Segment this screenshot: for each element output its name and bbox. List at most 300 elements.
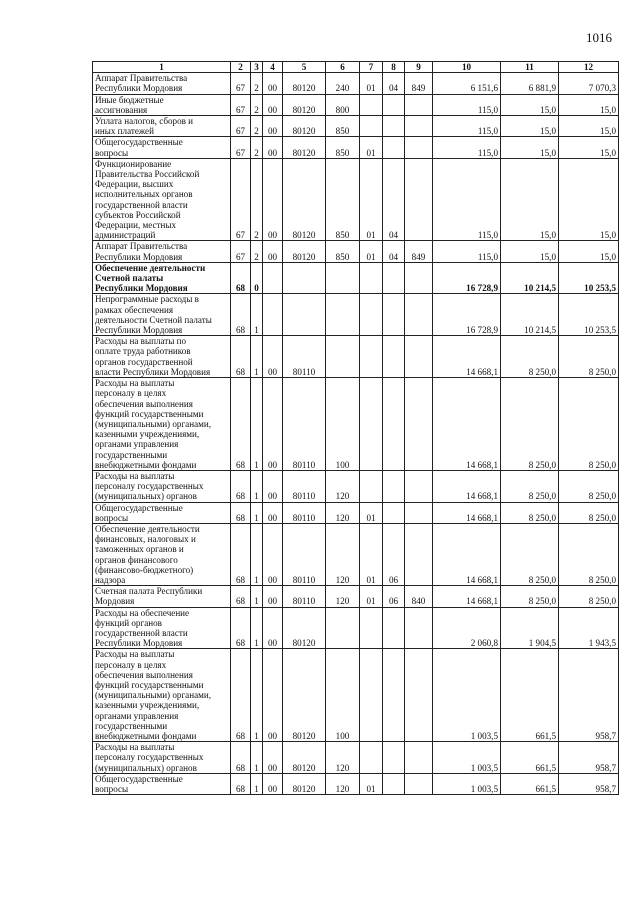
code-3-cell: 1 <box>251 378 263 471</box>
code-3-cell: 0 <box>251 262 263 294</box>
section-cell: 01 <box>360 586 383 607</box>
table-header-row <box>93 62 619 73</box>
row-name-line: Расходы на выплаты <box>95 649 175 660</box>
amount-2026-cell: 8 250,0 <box>559 378 619 471</box>
row-name-line: Расходы на выплаты <box>95 742 175 753</box>
code-4-cell: 00 <box>263 94 283 115</box>
header-cell: 12 <box>559 62 619 73</box>
expense-type-cell <box>326 262 360 294</box>
section-cell: 01 <box>360 137 383 158</box>
subsection-cell <box>383 294 405 336</box>
row-name-line: Общегосударственные <box>95 137 183 148</box>
ministry-cell <box>405 94 433 115</box>
code-2-cell: 68 <box>231 378 251 471</box>
code-2-cell: 68 <box>231 262 251 294</box>
amount-2026-cell: 15,0 <box>559 158 619 241</box>
row-name-line: персоналу в целях <box>95 659 167 670</box>
target-article-cell: 80120 <box>283 116 326 137</box>
row-name-cell <box>93 470 231 502</box>
row-name-line: Мордовия <box>95 596 135 607</box>
row-name-line: ассигнования <box>95 104 148 115</box>
target-article-cell: 80110 <box>283 336 326 378</box>
ministry-cell <box>405 523 433 585</box>
row-name-line: Республики Мордовия <box>95 83 183 94</box>
row-name-line: (муниципальными) органами, <box>95 418 212 429</box>
section-cell <box>360 336 383 378</box>
row-name-cell <box>93 742 231 774</box>
code-4-cell: 00 <box>263 336 283 378</box>
section-cell <box>360 742 383 774</box>
expense-type-cell: 120 <box>326 586 360 607</box>
subsection-cell <box>383 773 405 794</box>
ministry-cell: 849 <box>405 241 433 262</box>
amount-2025-cell: 10 214,5 <box>501 262 559 294</box>
row-name-cell <box>93 241 231 262</box>
amount-2025-cell: 15,0 <box>501 241 559 262</box>
subsection-cell <box>383 116 405 137</box>
subsection-cell: 06 <box>383 586 405 607</box>
section-cell <box>360 378 383 471</box>
code-3-cell: 1 <box>251 336 263 378</box>
ministry-cell <box>405 470 433 502</box>
code-2-cell: 68 <box>231 607 251 649</box>
row-name-line: администраций <box>95 230 156 241</box>
amount-2024-cell: 1 003,5 <box>433 649 501 742</box>
code-4-cell <box>263 294 283 336</box>
amount-2026-cell: 8 250,0 <box>559 336 619 378</box>
table-row <box>93 742 619 774</box>
header-cell: 5 <box>283 62 326 73</box>
ministry-cell <box>405 502 433 523</box>
section-cell: 01 <box>360 241 383 262</box>
amount-2025-cell: 10 214,5 <box>501 294 559 336</box>
target-article-cell: 80110 <box>283 586 326 607</box>
amount-2025-cell: 8 250,0 <box>501 502 559 523</box>
code-3-cell: 2 <box>251 158 263 241</box>
table-body <box>93 62 619 795</box>
amount-2024-cell: 2 060,8 <box>433 607 501 649</box>
amount-2025-cell: 15,0 <box>501 116 559 137</box>
code-4-cell: 00 <box>263 586 283 607</box>
code-2-cell: 67 <box>231 158 251 241</box>
code-2-cell: 67 <box>231 94 251 115</box>
code-2-cell: 68 <box>231 649 251 742</box>
budget-table <box>92 61 619 795</box>
subsection-cell: 06 <box>383 523 405 585</box>
expense-type-cell: 120 <box>326 523 360 585</box>
table-row <box>93 158 619 241</box>
row-name-line: Общегосударственные <box>95 502 183 513</box>
row-name-line: Иные бюджетные <box>95 94 164 105</box>
subsection-cell: 04 <box>383 73 405 94</box>
amount-2025-cell: 15,0 <box>501 94 559 115</box>
expense-type-cell: 240 <box>326 73 360 94</box>
code-3-cell: 1 <box>251 294 263 336</box>
amount-2026-cell: 15,0 <box>559 116 619 137</box>
table-row <box>93 586 619 607</box>
ministry-cell <box>405 116 433 137</box>
header-cell: 7 <box>360 62 383 73</box>
row-name-line: надзора <box>95 574 126 585</box>
section-cell: 01 <box>360 158 383 241</box>
amount-2025-cell: 15,0 <box>501 158 559 241</box>
table-row <box>93 649 619 742</box>
row-name-line: Правительства Российской <box>95 169 200 180</box>
row-name-line: государственными <box>95 449 168 460</box>
target-article-cell: 80120 <box>283 241 326 262</box>
expense-type-cell: 850 <box>326 241 360 262</box>
code-4-cell: 00 <box>263 158 283 241</box>
target-article-cell <box>283 294 326 336</box>
amount-2024-cell: 14 668,1 <box>433 336 501 378</box>
row-name-cell <box>93 262 231 294</box>
amount-2024-cell: 16 728,9 <box>433 262 501 294</box>
expense-type-cell <box>326 294 360 336</box>
row-name-line: таможенных органов и <box>95 544 184 555</box>
row-name-line: Республики Мордовия <box>95 325 183 336</box>
ministry-cell <box>405 137 433 158</box>
code-2-cell: 68 <box>231 773 251 794</box>
code-4-cell: 00 <box>263 470 283 502</box>
ministry-cell <box>405 773 433 794</box>
amount-2025-cell: 1 904,5 <box>501 607 559 649</box>
row-name-line: казенными учреждениями, <box>95 429 200 440</box>
row-name-line: (муниципальных) органов <box>95 491 197 502</box>
subsection-cell <box>383 336 405 378</box>
code-3-cell: 1 <box>251 502 263 523</box>
row-name-line: (финансово-бюджетного) <box>95 564 194 575</box>
row-name-line: Республики Мордовия <box>95 251 183 262</box>
amount-2025-cell: 661,5 <box>501 773 559 794</box>
code-2-cell: 67 <box>231 137 251 158</box>
amount-2026-cell: 8 250,0 <box>559 502 619 523</box>
code-3-cell: 1 <box>251 586 263 607</box>
row-name-line: вопросы <box>95 512 129 523</box>
row-name-line: органов государственной <box>95 356 193 367</box>
expense-type-cell: 120 <box>326 773 360 794</box>
row-name-line: Счетная палата Республики <box>95 586 203 597</box>
row-name-line: Аппарат Правительства <box>95 241 188 252</box>
amount-2025-cell: 8 250,0 <box>501 586 559 607</box>
code-3-cell: 1 <box>251 523 263 585</box>
row-name-line: функций государственными <box>95 408 204 419</box>
code-4-cell: 00 <box>263 73 283 94</box>
target-article-cell: 80120 <box>283 137 326 158</box>
row-name-line: Аппарат Правительства <box>95 73 188 84</box>
expense-type-cell <box>326 607 360 649</box>
expense-type-cell: 100 <box>326 378 360 471</box>
amount-2024-cell: 14 668,1 <box>433 523 501 585</box>
target-article-cell: 80120 <box>283 73 326 94</box>
subsection-cell <box>383 607 405 649</box>
target-article-cell <box>283 262 326 294</box>
ministry-cell <box>405 158 433 241</box>
table-row <box>93 502 619 523</box>
row-name-line: деятельности Счетной палаты <box>95 314 212 325</box>
amount-2024-cell: 115,0 <box>433 94 501 115</box>
section-cell <box>360 649 383 742</box>
code-3-cell: 1 <box>251 649 263 742</box>
row-name-line: функций органов <box>95 617 162 628</box>
row-name-line: Уплата налогов, сборов и <box>95 116 194 127</box>
row-name-cell <box>93 586 231 607</box>
expense-type-cell: 120 <box>326 470 360 502</box>
table-row <box>93 607 619 649</box>
table-row <box>93 262 619 294</box>
ministry-cell: 849 <box>405 73 433 94</box>
row-name-cell <box>93 294 231 336</box>
row-name-cell <box>93 523 231 585</box>
ministry-cell <box>405 294 433 336</box>
code-3-cell: 1 <box>251 470 263 502</box>
header-cell: 9 <box>405 62 433 73</box>
section-cell <box>360 607 383 649</box>
code-4-cell: 00 <box>263 502 283 523</box>
ministry-cell <box>405 742 433 774</box>
row-name-cell <box>93 116 231 137</box>
row-name-line: внебюджетными фондами <box>95 459 197 470</box>
row-name-line: государственной власти <box>95 199 188 210</box>
row-name-line: Расходы на выплаты <box>95 378 175 389</box>
subsection-cell <box>383 742 405 774</box>
code-4-cell: 00 <box>263 378 283 471</box>
table-row <box>93 523 619 585</box>
row-name-line: персоналу государственных <box>95 752 204 763</box>
table-row <box>93 73 619 94</box>
amount-2025-cell: 661,5 <box>501 742 559 774</box>
code-3-cell: 1 <box>251 607 263 649</box>
header-cell: 4 <box>263 62 283 73</box>
row-name-line: финансовых, налоговых и <box>95 534 196 545</box>
amount-2025-cell: 15,0 <box>501 137 559 158</box>
section-cell: 01 <box>360 523 383 585</box>
amount-2026-cell: 10 253,5 <box>559 262 619 294</box>
row-name-line: Республики Мордовия <box>95 638 183 649</box>
subsection-cell: 04 <box>383 241 405 262</box>
code-2-cell: 68 <box>231 470 251 502</box>
ministry-cell <box>405 607 433 649</box>
row-name-line: (муниципальных) органов <box>95 762 197 773</box>
row-name-cell <box>93 158 231 241</box>
expense-type-cell: 800 <box>326 94 360 115</box>
amount-2024-cell: 115,0 <box>433 241 501 262</box>
row-name-line: персоналу в целях <box>95 388 167 399</box>
row-name-line: обеспечения выполнения <box>95 398 193 409</box>
section-cell <box>360 262 383 294</box>
expense-type-cell: 120 <box>326 502 360 523</box>
expense-type-cell <box>326 336 360 378</box>
code-3-cell: 2 <box>251 137 263 158</box>
amount-2025-cell: 6 881,9 <box>501 73 559 94</box>
section-cell <box>360 116 383 137</box>
target-article-cell: 80120 <box>283 773 326 794</box>
amount-2024-cell: 14 668,1 <box>433 378 501 471</box>
amount-2024-cell: 115,0 <box>433 116 501 137</box>
row-name-line: органами управления <box>95 710 179 721</box>
code-4-cell: 00 <box>263 607 283 649</box>
code-2-cell: 67 <box>231 73 251 94</box>
code-2-cell: 68 <box>231 336 251 378</box>
code-4-cell <box>263 262 283 294</box>
table-row <box>93 294 619 336</box>
row-name-line: власти Республики Мордовия <box>95 366 211 377</box>
row-name-cell <box>93 73 231 94</box>
code-3-cell: 2 <box>251 116 263 137</box>
amount-2026-cell: 8 250,0 <box>559 586 619 607</box>
amount-2025-cell: 661,5 <box>501 649 559 742</box>
row-name-line: функций государственными <box>95 679 204 690</box>
row-name-line: Счетной палаты <box>95 273 164 284</box>
expense-type-cell: 100 <box>326 649 360 742</box>
table-row <box>93 94 619 115</box>
expense-type-cell: 850 <box>326 116 360 137</box>
subsection-cell <box>383 470 405 502</box>
code-2-cell: 67 <box>231 241 251 262</box>
row-name-line: Федерации, высших <box>95 179 174 190</box>
row-name-line: государственными <box>95 720 168 731</box>
code-3-cell: 2 <box>251 241 263 262</box>
header-cell: 6 <box>326 62 360 73</box>
row-name-line: Федерации, местных <box>95 220 177 231</box>
row-name-line: Общегосударственные <box>95 773 183 784</box>
amount-2024-cell: 14 668,1 <box>433 586 501 607</box>
row-name-line: Республики Мордовия <box>95 283 188 294</box>
amount-2025-cell: 8 250,0 <box>501 470 559 502</box>
section-cell <box>360 294 383 336</box>
code-4-cell: 00 <box>263 742 283 774</box>
amount-2024-cell: 115,0 <box>433 158 501 241</box>
code-2-cell: 67 <box>231 116 251 137</box>
code-2-cell: 68 <box>231 742 251 774</box>
row-name-cell <box>93 502 231 523</box>
table-row <box>93 137 619 158</box>
amount-2026-cell: 958,7 <box>559 649 619 742</box>
target-article-cell: 80110 <box>283 523 326 585</box>
amount-2026-cell: 958,7 <box>559 742 619 774</box>
amount-2026-cell: 1 943,5 <box>559 607 619 649</box>
target-article-cell: 80120 <box>283 94 326 115</box>
row-name-line: органов финансового <box>95 554 178 565</box>
row-name-line: обеспечения выполнения <box>95 669 193 680</box>
amount-2025-cell: 8 250,0 <box>501 336 559 378</box>
row-name-line: вопросы <box>95 147 129 158</box>
amount-2026-cell: 958,7 <box>559 773 619 794</box>
row-name-cell <box>93 378 231 471</box>
subsection-cell <box>383 137 405 158</box>
row-name-cell <box>93 607 231 649</box>
subsection-cell: 04 <box>383 158 405 241</box>
subsection-cell <box>383 649 405 742</box>
header-cell: 1 <box>93 62 231 73</box>
code-2-cell: 68 <box>231 523 251 585</box>
table-row <box>93 116 619 137</box>
amount-2025-cell: 8 250,0 <box>501 523 559 585</box>
ministry-cell <box>405 649 433 742</box>
target-article-cell: 80110 <box>283 502 326 523</box>
target-article-cell: 80120 <box>283 158 326 241</box>
code-4-cell: 00 <box>263 137 283 158</box>
ministry-cell <box>405 262 433 294</box>
ministry-cell <box>405 378 433 471</box>
section-cell <box>360 94 383 115</box>
amount-2026-cell: 8 250,0 <box>559 523 619 585</box>
row-name-line: Расходы на выплаты по <box>95 336 187 347</box>
amount-2026-cell: 8 250,0 <box>559 470 619 502</box>
amount-2026-cell: 10 253,5 <box>559 294 619 336</box>
code-2-cell: 68 <box>231 294 251 336</box>
row-name-line: Обеспечение деятельности <box>95 262 206 273</box>
code-4-cell: 00 <box>263 241 283 262</box>
row-name-line: Обеспечение деятельности <box>95 523 200 534</box>
row-name-line: оплате труда работников <box>95 346 191 357</box>
table-row <box>93 241 619 262</box>
code-4-cell: 00 <box>263 523 283 585</box>
ministry-cell: 840 <box>405 586 433 607</box>
row-name-line: субъектов Российской <box>95 209 181 220</box>
amount-2024-cell: 14 668,1 <box>433 470 501 502</box>
subsection-cell <box>383 262 405 294</box>
code-4-cell: 00 <box>263 773 283 794</box>
amount-2026-cell: 15,0 <box>559 137 619 158</box>
code-2-cell: 68 <box>231 586 251 607</box>
target-article-cell: 80110 <box>283 378 326 471</box>
amount-2024-cell: 115,0 <box>433 137 501 158</box>
amount-2024-cell: 1 003,5 <box>433 742 501 774</box>
header-cell: 8 <box>383 62 405 73</box>
subsection-cell <box>383 378 405 471</box>
row-name-line: Расходы на выплаты <box>95 470 175 481</box>
code-3-cell: 2 <box>251 73 263 94</box>
code-3-cell: 1 <box>251 773 263 794</box>
row-name-cell <box>93 773 231 794</box>
row-name-line: Непрограммные расходы в <box>95 294 199 305</box>
row-name-cell <box>93 137 231 158</box>
section-cell: 01 <box>360 773 383 794</box>
table-row <box>93 336 619 378</box>
row-name-line: казенными учреждениями, <box>95 700 200 711</box>
table-row <box>93 773 619 794</box>
expense-type-cell: 850 <box>326 137 360 158</box>
amount-2026-cell: 15,0 <box>559 241 619 262</box>
target-article-cell: 80120 <box>283 607 326 649</box>
code-2-cell: 68 <box>231 502 251 523</box>
amount-2026-cell: 7 070,3 <box>559 73 619 94</box>
target-article-cell: 80110 <box>283 470 326 502</box>
row-name-line: исполнительных органов <box>95 189 193 200</box>
code-4-cell: 00 <box>263 116 283 137</box>
header-cell: 3 <box>251 62 263 73</box>
row-name-line: государственной власти <box>95 627 188 638</box>
row-name-cell <box>93 336 231 378</box>
table-row <box>93 378 619 471</box>
expense-type-cell: 850 <box>326 158 360 241</box>
code-3-cell: 2 <box>251 94 263 115</box>
row-name-line: (муниципальными) органами, <box>95 690 212 701</box>
amount-2026-cell: 15,0 <box>559 94 619 115</box>
page-number: 1016 <box>586 30 612 45</box>
row-name-line: Функционирование <box>95 158 172 169</box>
header-cell: 11 <box>501 62 559 73</box>
amount-2024-cell: 6 151,6 <box>433 73 501 94</box>
amount-2024-cell: 16 728,9 <box>433 294 501 336</box>
subsection-cell <box>383 94 405 115</box>
row-name-line: вопросы <box>95 784 129 795</box>
target-article-cell: 80120 <box>283 649 326 742</box>
target-article-cell: 80120 <box>283 742 326 774</box>
header-cell: 2 <box>231 62 251 73</box>
header-cell: 10 <box>433 62 501 73</box>
ministry-cell <box>405 336 433 378</box>
